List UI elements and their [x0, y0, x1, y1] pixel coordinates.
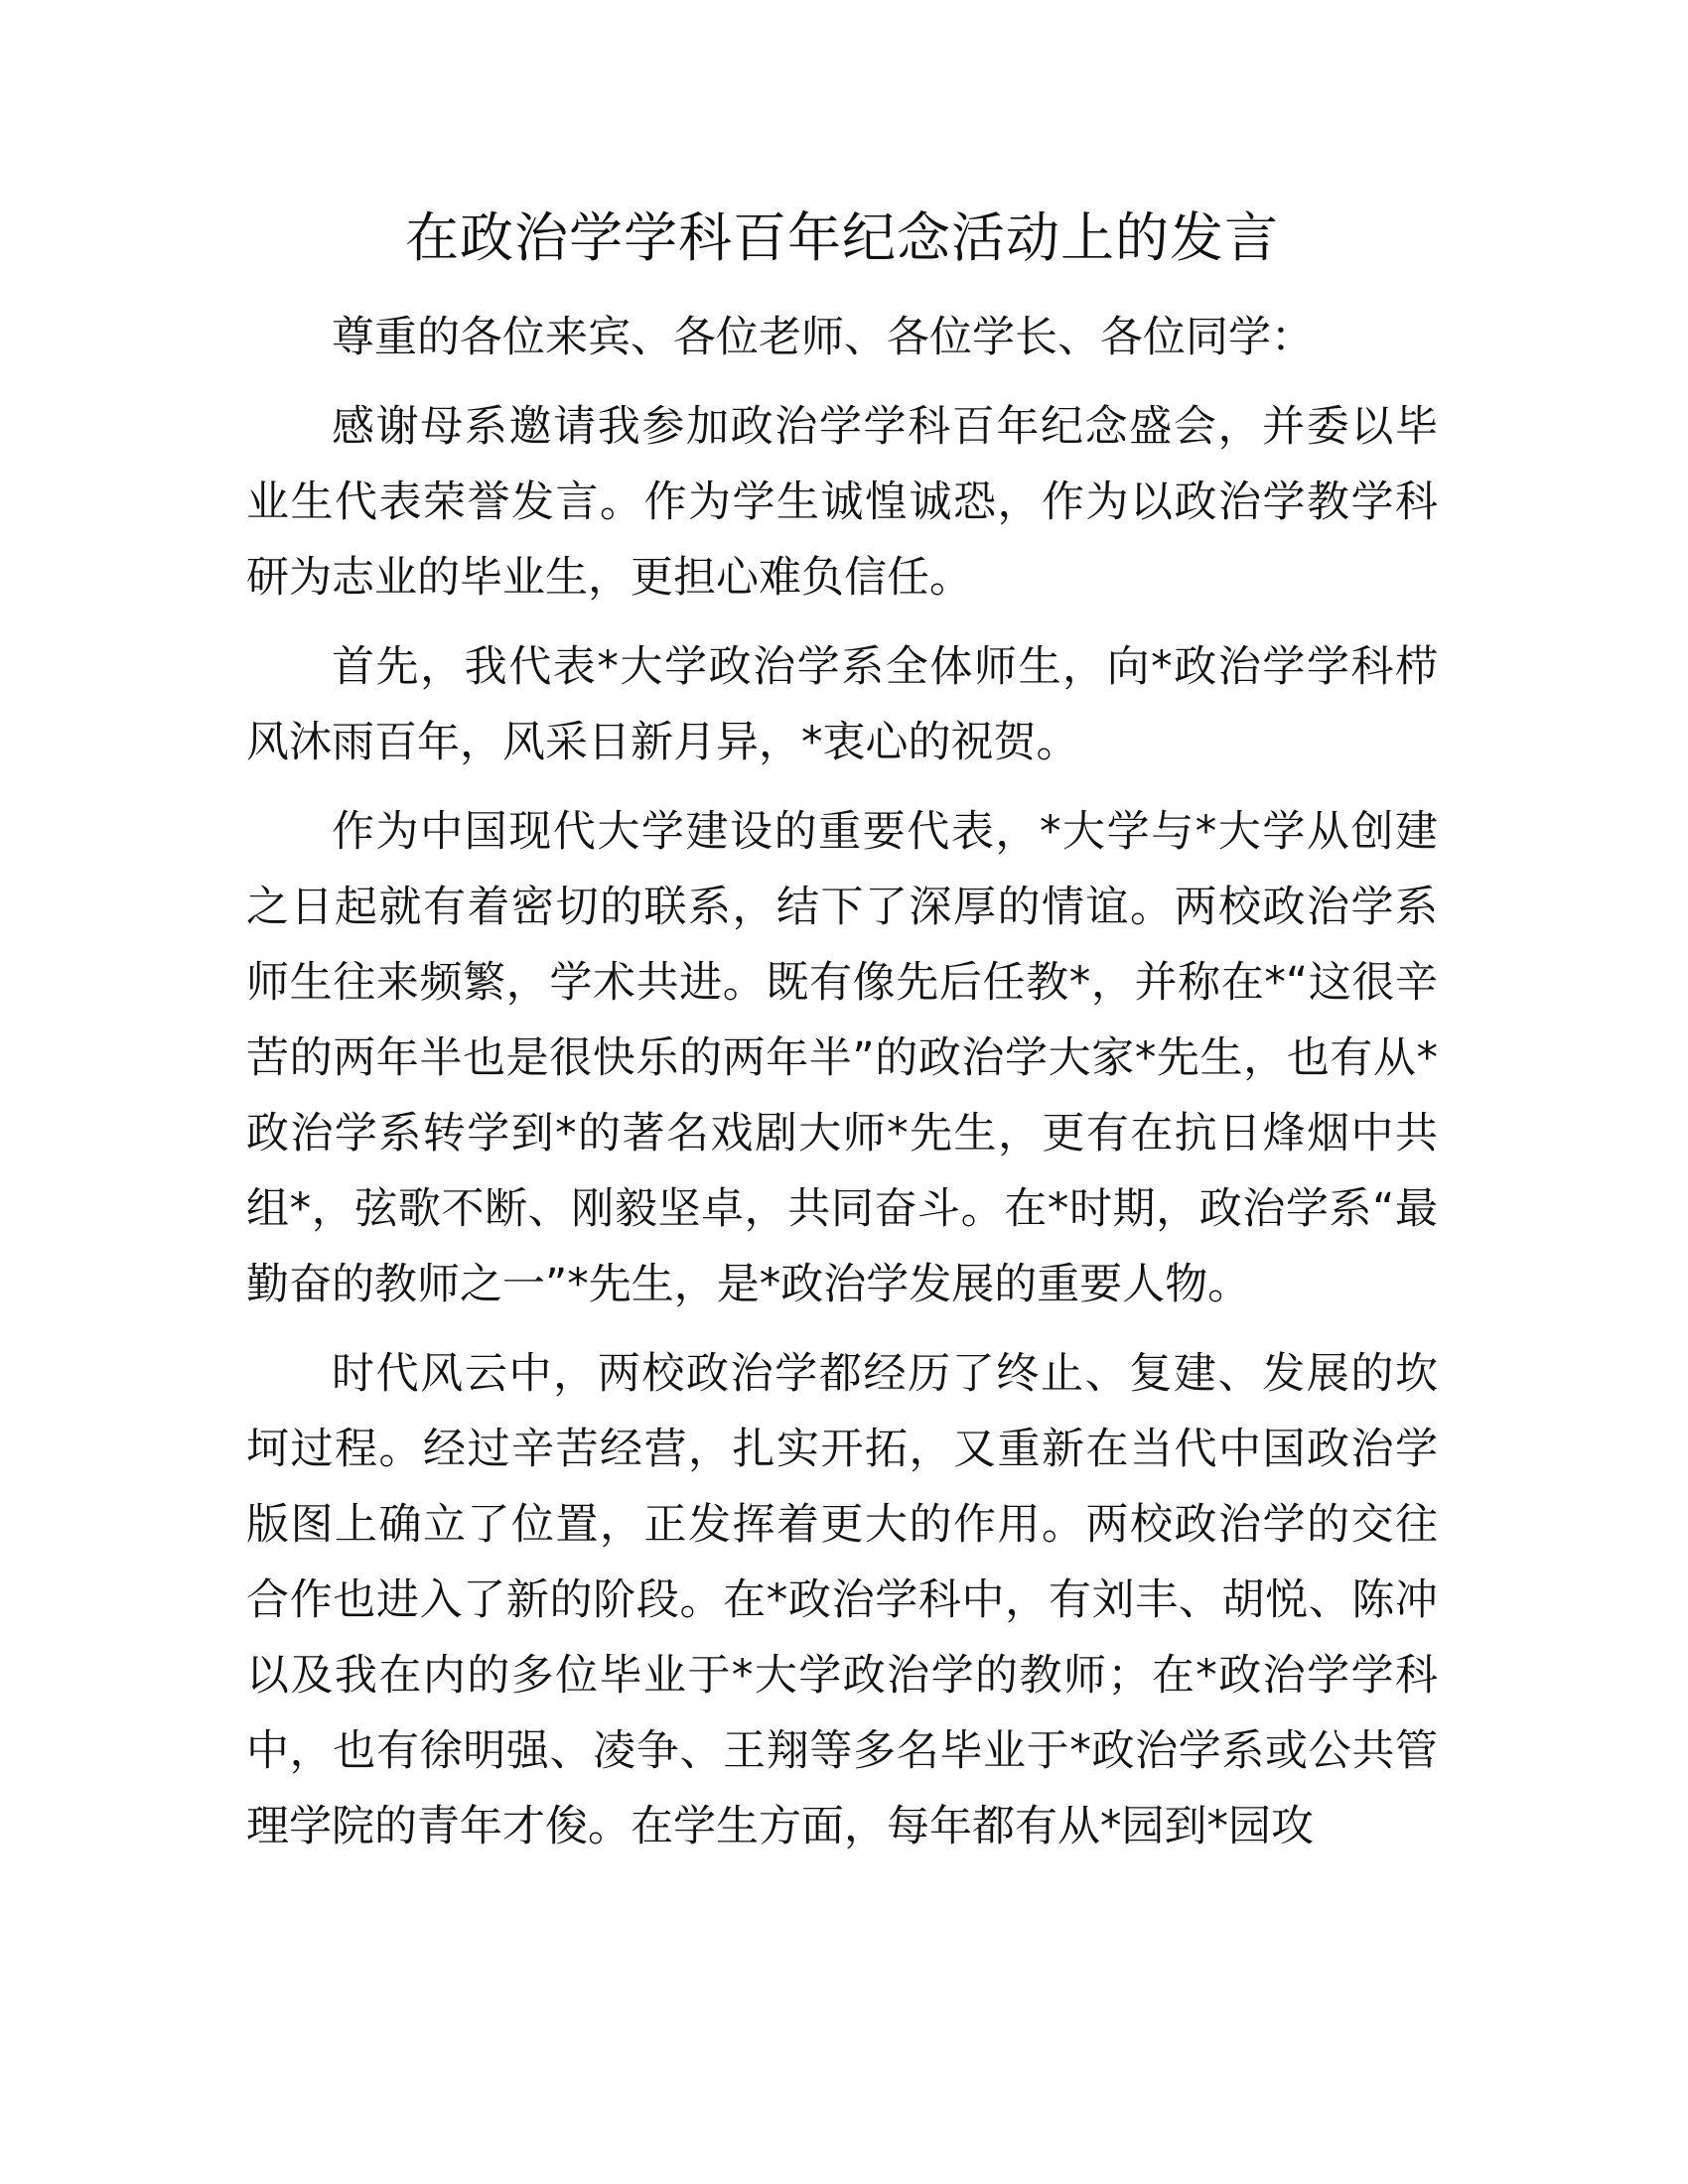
paragraph-cooperation: 时代风云中，两校政治学都经历了终止、复建、发展的坎坷过程。经过辛苦经营，扎实开拓，又重新在当代中国政治学版图上确立了位置，正发挥着更大的作用。两校政治学的交往合作也进入了新的阶段。在*政治学科中，有刘丰、胡悦、陈冲以及我在内的多位毕业于*大学政治学的教师；在*政治学学科中，也有徐明强、凌争、王翔等多名毕业于*政治学系或公共管理学院的青年才俊。在学生方面，每年都有从*园到*园攻: [246, 1349, 1438, 1851]
paragraph-thanks: 感谢母系邀请我参加政治学学科百年纪念盛会，并委以毕业生代表荣誉发言。作为学生诚惶诚恐，作为以政治学教学科研为志业的毕业生，更担心难负信任。: [246, 402, 1438, 603]
paragraph-congratulations: 首先，我代表*大学政治学系全体师生，向*政治学学科栉风沐雨百年，风采日新月异，*衷心的祝贺。: [246, 642, 1438, 767]
paragraph-history: 作为中国现代大学建设的重要代表，*大学与*大学从创建之日起就有着密切的联系，结下了深厚的情谊。两校政治学系师生往来频繁，学术共进。既有像先后任教*，并称在*“这很辛苦的两年半也是很快乐的两年半”的政治学大家*先生，也有从*政治学系转学到*的著名戏剧大师*先生，更有在抗日烽烟中共组*，弦歌不断、刚毅坚卓，共同奋斗。在*时期，政治学系“最勤奋的教师之一”*先生，是*政治学发展的重要人物。: [246, 807, 1438, 1309]
salutation: 尊重的各位来宾、各位老师、各位学长、各位同学：: [332, 313, 1314, 362]
document-page: [246, 199, 1438, 1878]
document-title: 在政治学学科百年纪念活动上的发言: [405, 206, 1279, 269]
